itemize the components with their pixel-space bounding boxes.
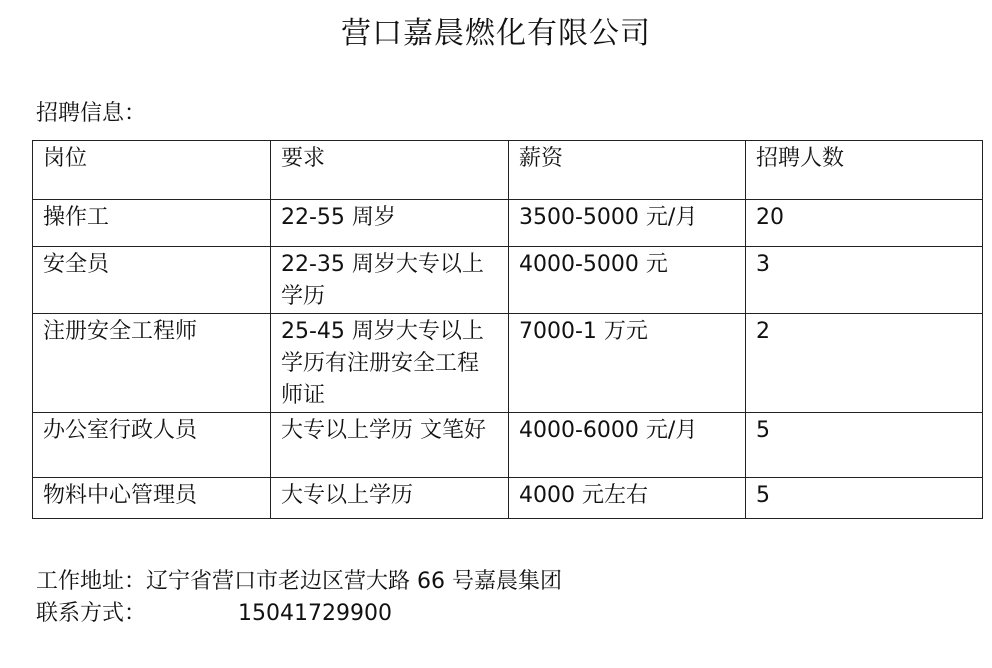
table-row	[33, 247, 983, 314]
cell-salary: 4000-6000 元/月	[509, 413, 746, 478]
cell-headcount: 3	[746, 247, 983, 314]
cell-requirements: 22-55 周岁	[271, 200, 509, 247]
address-label: 工作地址：	[36, 569, 147, 594]
work-address	[36, 564, 562, 595]
recruitment-table	[32, 140, 983, 519]
cell-position: 物料中心管理员	[33, 478, 271, 519]
cell-salary: 4000 元左右	[509, 478, 746, 519]
cell-requirements: 25-45 周岁大专以上学历有注册安全工程师证	[271, 314, 509, 413]
cell-headcount: 5	[746, 413, 983, 478]
address-value: 辽宁省营口市老边区营大路 66 号嘉晨集团	[146, 569, 562, 594]
header-position: 岗位	[33, 141, 271, 200]
header-requirements: 要求	[271, 141, 509, 200]
table-row	[33, 478, 983, 519]
header-salary: 薪资	[509, 141, 746, 200]
cell-requirements: 大专以上学历 文笔好	[271, 413, 509, 478]
phone-number: 15041729900	[238, 601, 392, 626]
recruitment-info-label: 招聘信息：	[36, 101, 147, 126]
table-row	[33, 314, 983, 413]
cell-headcount: 5	[746, 478, 983, 519]
table-header-row	[33, 141, 983, 200]
cell-position: 操作工	[33, 200, 271, 247]
cell-headcount: 2	[746, 314, 983, 413]
cell-salary: 3500-5000 元/月	[509, 200, 746, 247]
table-row	[33, 200, 983, 247]
cell-position: 办公室行政人员	[33, 413, 271, 478]
cell-position: 安全员	[33, 247, 271, 314]
contact-label: 联系方式：	[36, 601, 147, 626]
table-row	[33, 413, 983, 478]
cell-salary: 7000-1 万元	[509, 314, 746, 413]
company-title: 营口嘉晨燃化有限公司	[341, 16, 651, 51]
contact-info	[36, 596, 392, 627]
cell-salary: 4000-5000 元	[509, 247, 746, 314]
header-headcount: 招聘人数	[746, 141, 983, 200]
cell-requirements: 大专以上学历	[271, 478, 509, 519]
cell-requirements: 22-35 周岁大专以上学历	[271, 247, 509, 314]
cell-position: 注册安全工程师	[33, 314, 271, 413]
cell-headcount: 20	[746, 200, 983, 247]
